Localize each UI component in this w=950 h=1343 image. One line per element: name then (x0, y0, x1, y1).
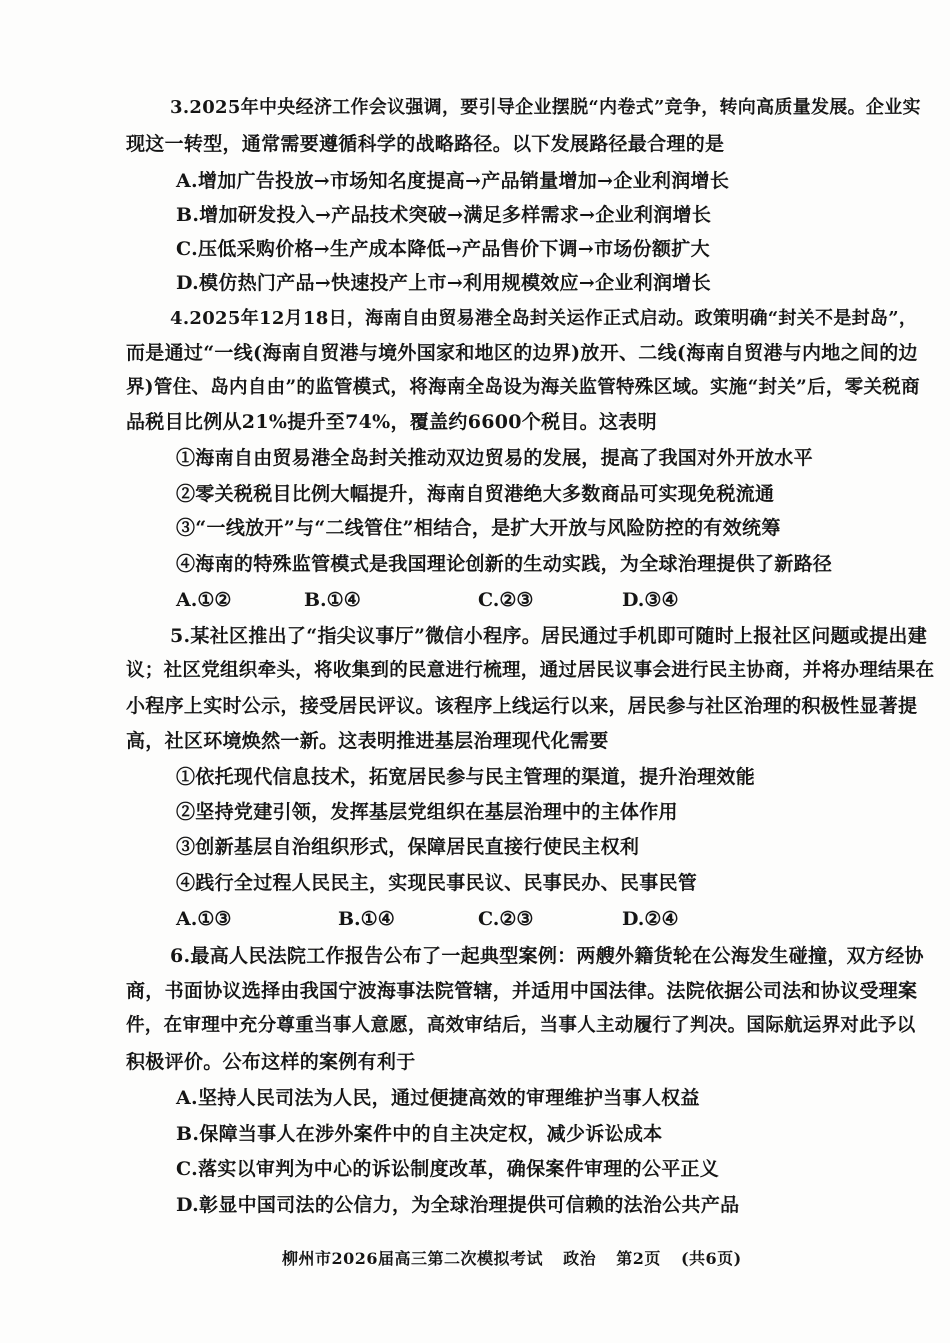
q5-item-4: ④践行全过程人民民主，实现民事民议、民事民办、民事民管 (176, 872, 698, 894)
q4-item-2: ②零关税税目比例大幅提升，海南自贸港绝大多数商品可实现免税流通 (176, 483, 775, 505)
q4-stem-line-2: 而是通过“一线(海南自贸港与境外国家和地区的边界)放开、二线(海南自贸港与内地之间的边 (126, 342, 918, 364)
q3-option-b: B.增加研发投入→产品技术突破→满足多样需求→企业利润增长 (176, 204, 712, 226)
q6-stem-line-2: 商，书面协议选择由我国宁波海事法院管辖，并适用中国法律。法院依据公司法和协议受理案 (126, 980, 918, 1002)
q6-option-c: C.落实以审判为中心的诉讼制度改革，确保案件审理的公平正义 (176, 1158, 720, 1180)
q3-stem-line-2: 现这一转型，通常需要遵循科学的战略路径。以下发展路径最合理的是 (126, 133, 725, 155)
q4-item-4: ④海南的特殊监管模式是我国理论创新的生动实践，为全球治理提供了新路径 (176, 553, 833, 575)
q5-stem-line-1: 5.某社区推出了“指尖议事厅”微信小程序。居民通过手机即可随时上报社区问题或提出建 (170, 625, 927, 647)
q5-stem-line-2: 议；社区党组织牵头，将收集到的民意进行梳理，通过居民议事会进行民主协商，并将办理结果在 (126, 660, 935, 681)
q4-choices (176, 588, 736, 612)
q6-option-d: D.彰显中国司法的公信力，为全球治理提供可信赖的法治公共产品 (176, 1194, 740, 1216)
q4-stem-line-1: 4.2025年12月18日，海南自由贸易港全岛封关运作正式启动。政策明确“封关不是封岛”， (170, 308, 918, 329)
q4-choice-a: A.①② (176, 589, 232, 611)
q3-stem-line-1: 3.2025年中央经济工作会议强调，要引导企业摆脱“内卷式”竞争，转向高质量发展。企业实 (170, 97, 921, 118)
q6-option-a: A.坚持人民司法为人民，通过便捷高效的审理维护当事人权益 (176, 1087, 700, 1109)
q5-item-3: ③创新基层自治组织形式，保障居民直接行使民主权利 (176, 836, 640, 858)
q6-stem-line-1: 6.最高人民法院工作报告公布了一起典型案例：两艘外籍货轮在公海发生碰撞，双方经协 (170, 945, 924, 967)
q4-stem-line-3: 界)管住、岛内自由”的监管模式，将海南全岛设为海关监管特殊区域。实施“封关”后，零关税商 (126, 377, 920, 398)
q4-choice-d: D.③④ (622, 589, 679, 611)
q5-choice-c: C.②③ (478, 908, 534, 930)
q3-option-d: D.模仿热门产品→快速投产上市→利用规模效应→企业利润增长 (176, 272, 711, 294)
page-footer (282, 1248, 756, 1270)
q5-stem-line-4: 高，社区环境焕然一新。这表明推进基层治理现代化需要 (126, 730, 609, 752)
footer-exam-title: 柳州市2026届高三第二次模拟考试 (282, 1249, 544, 1268)
q4-item-1: ①海南自由贸易港全岛封关推动双边贸易的发展，提高了我国对外开放水平 (176, 447, 813, 469)
q4-choice-b: B.①④ (304, 589, 361, 611)
footer-page-number: 第2页 (616, 1249, 661, 1268)
footer-total-pages: (共6页) (680, 1249, 742, 1268)
q3-option-c: C.压低采购价格→生产成本降低→产品售价下调→市场份额扩大 (176, 238, 710, 260)
footer-subject: 政治 (563, 1249, 597, 1268)
q6-stem-line-4: 积极评价。公布这样的案例有利于 (126, 1051, 416, 1073)
q5-choice-d: D.②④ (622, 908, 679, 930)
q4-item-3: ③“一线放开”与“二线管住”相结合，是扩大开放与风险防控的有效统筹 (176, 517, 781, 539)
q5-item-2: ②坚持党建引领，发挥基层党组织在基层治理中的主体作用 (176, 801, 678, 823)
q5-item-1: ①依托现代信息技术，拓宽居民参与民主管理的渠道，提升治理效能 (176, 766, 756, 788)
q6-option-b: B.保障当事人在涉外案件中的自主决定权，减少诉讼成本 (176, 1123, 663, 1145)
q3-option-a: A.增加广告投放→市场知名度提高→产品销量增加→企业利润增长 (176, 170, 730, 192)
q4-stem-line-4: 品税目比例从21%提升至74%，覆盖约6600个税目。这表明 (126, 411, 657, 433)
q4-choice-c: C.②③ (478, 589, 534, 611)
q5-choices (176, 907, 736, 931)
q5-choice-b: B.①④ (338, 908, 395, 930)
q5-stem-line-3: 小程序上实时公示，接受居民评议。该程序上线运行以来，居民参与社区治理的积极性显著提 (126, 695, 918, 717)
q6-stem-line-3: 件，在审理中充分尊重当事人意愿，高效审结后，当事人主动履行了判决。国际航运界对此予以 (126, 1015, 916, 1036)
q5-choice-a: A.①③ (176, 908, 232, 930)
